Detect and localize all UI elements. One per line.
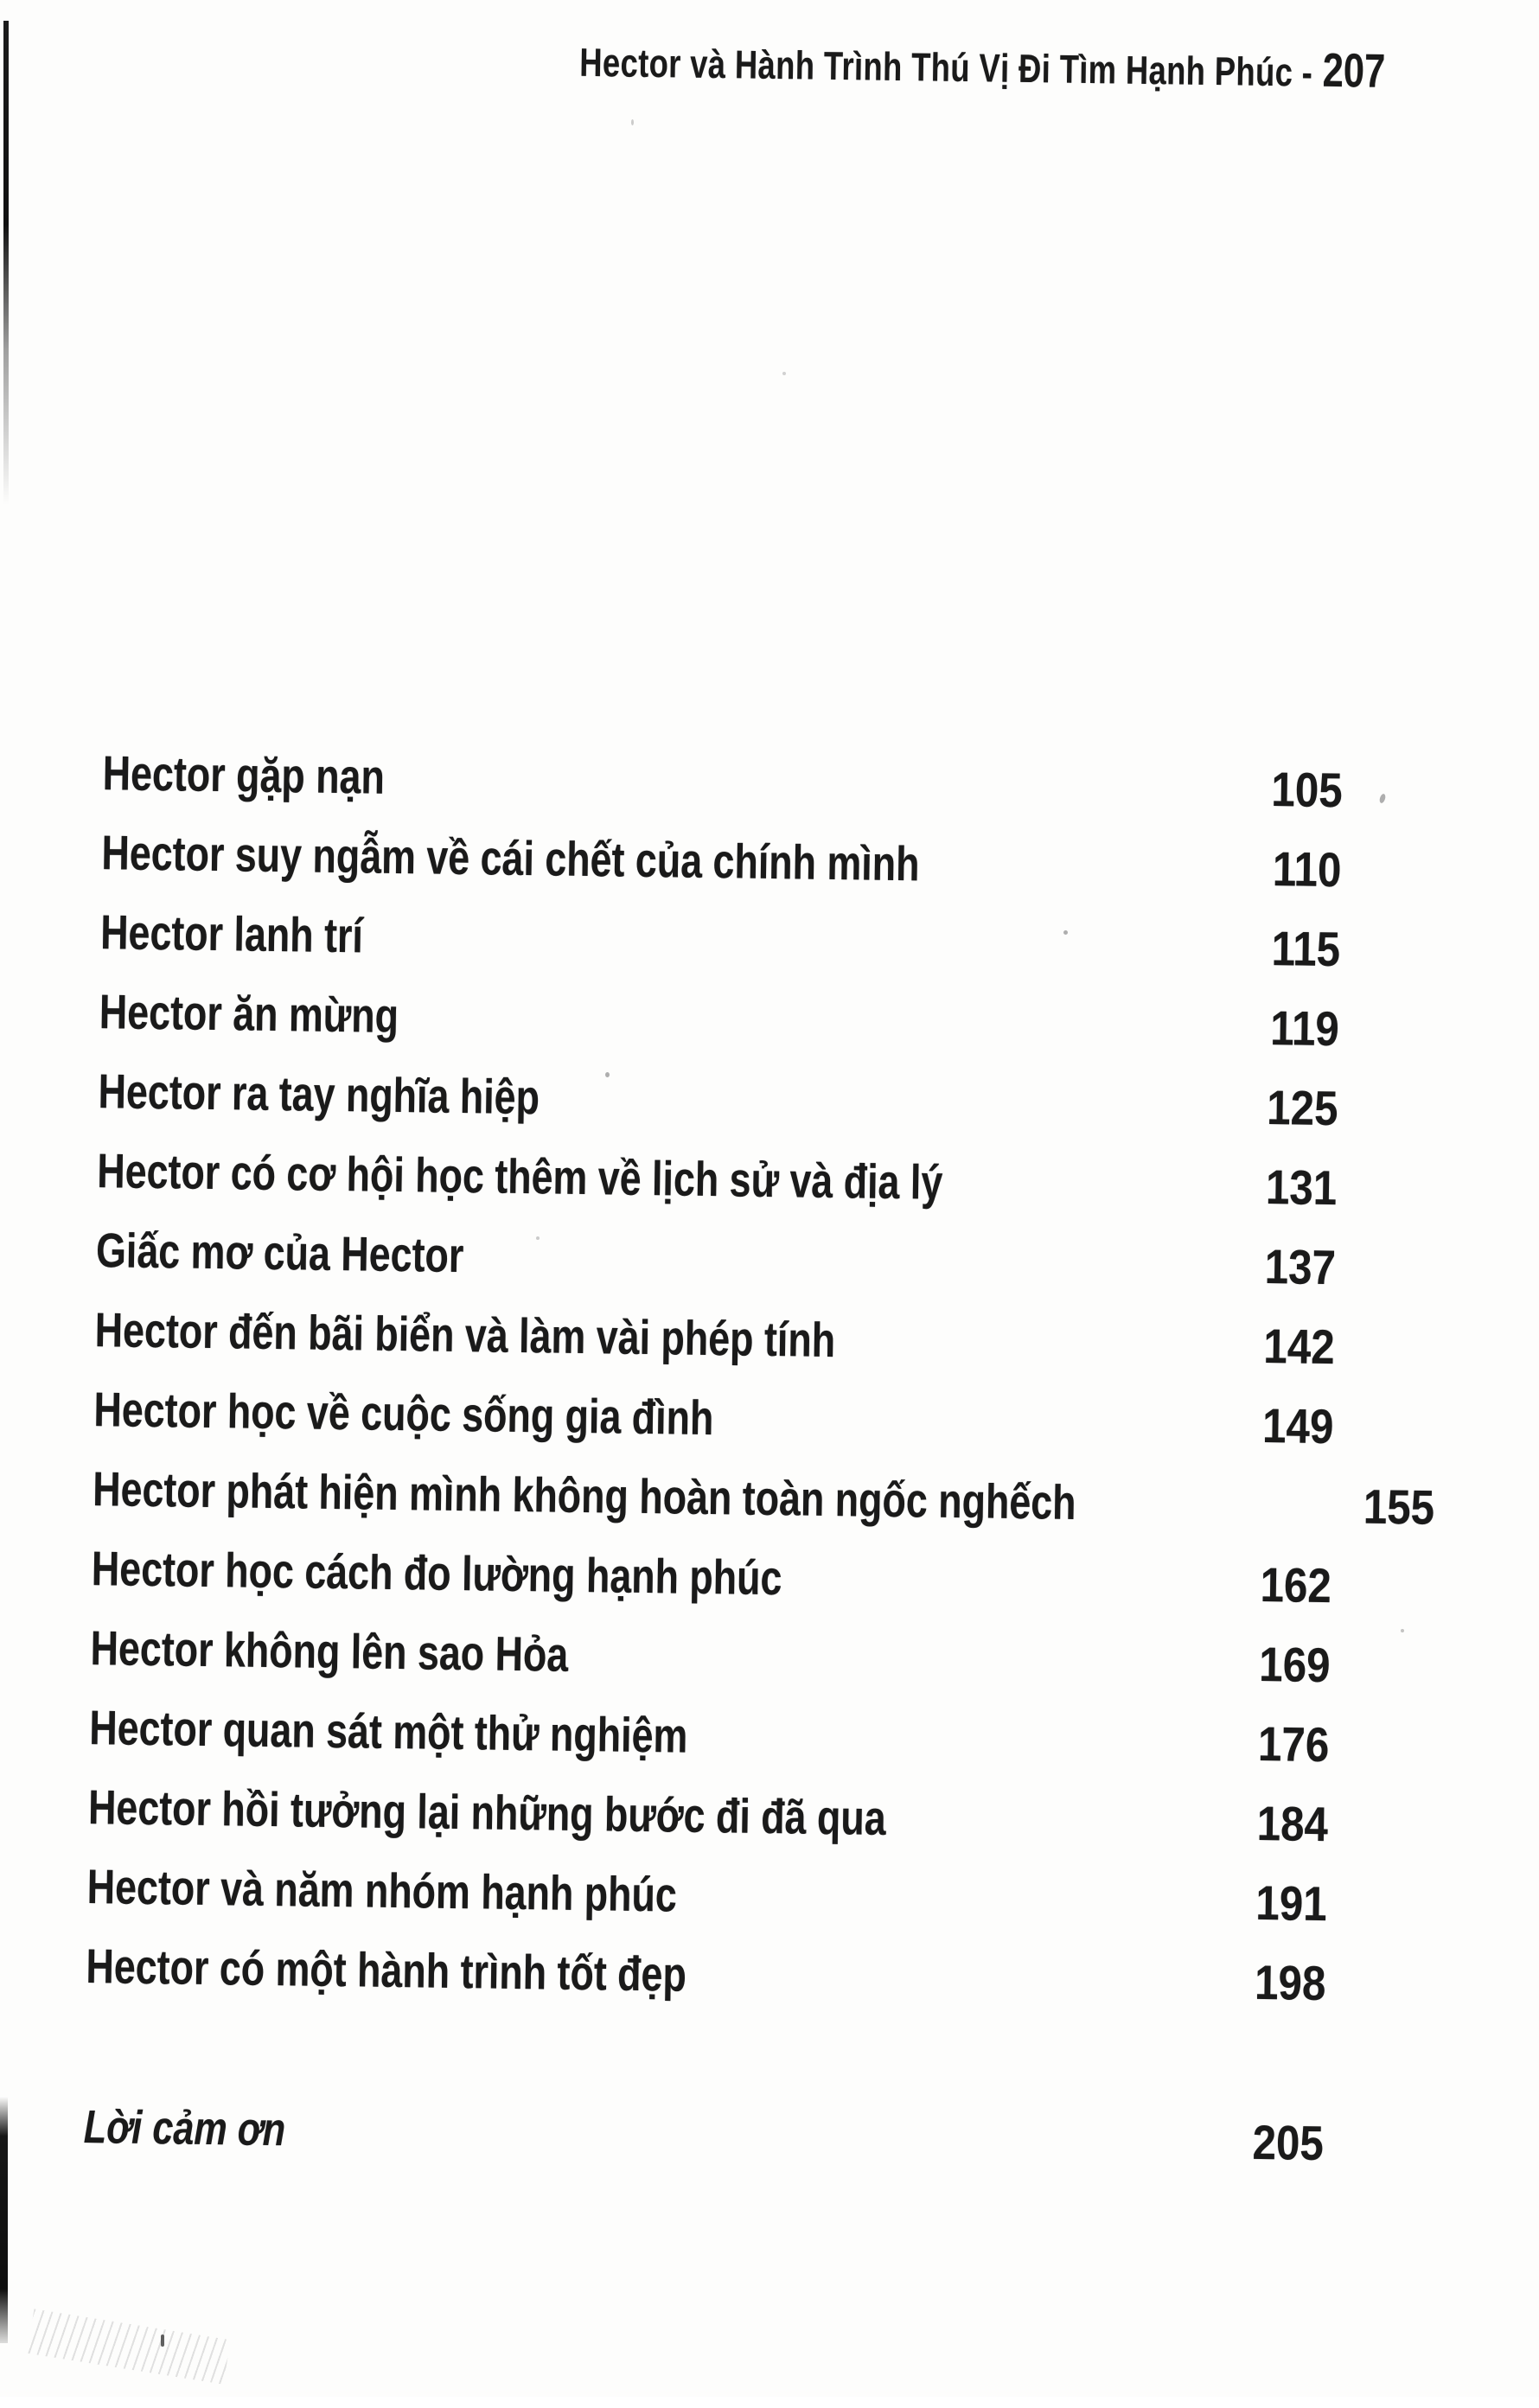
toc-entry-page-number: 137 bbox=[1236, 1227, 1337, 1308]
toc-entry-page-number: 176 bbox=[1229, 1704, 1330, 1785]
acknowledgements-title: Lời cảm ơn bbox=[83, 2087, 286, 2169]
toc-entry bbox=[86, 1926, 1326, 2023]
toc-entry-page-number: 162 bbox=[1232, 1545, 1332, 1626]
toc-entry-title: Hector ăn mừng bbox=[99, 972, 399, 1056]
toc-entry-page-number: 125 bbox=[1238, 1068, 1338, 1149]
table-of-contents bbox=[86, 733, 1343, 2023]
toc-entry-title: Hector suy ngẫm về cái chết của chính mình bbox=[101, 813, 920, 904]
toc-entry-page-number: 115 bbox=[1241, 909, 1341, 990]
toc-entry-title: Hector ra tay nghĩa hiệp bbox=[98, 1051, 540, 1137]
toc-entry-page-number: 131 bbox=[1237, 1147, 1338, 1229]
scan-edge-line-top bbox=[3, 21, 9, 505]
acknowledgements-page-number: 205 bbox=[1224, 2102, 1325, 2183]
toc-entry-title: Hector quan sát một thử nghiệm bbox=[89, 1688, 688, 1776]
toc-entry-title: Hector phát hiện mình không hoàn toàn ngốc nghếch bbox=[93, 1449, 1077, 1543]
toc-entry-page-number: 198 bbox=[1226, 1942, 1326, 2023]
toc-entry-page-number: 191 bbox=[1228, 1862, 1328, 1944]
toc-entry-page-number: 169 bbox=[1230, 1625, 1331, 1706]
toc-entry-title: Hector gặp nạn bbox=[102, 733, 385, 817]
running-header-title: Hector và Hành Trình Thú Vị Đi Tìm Hạnh Phúc - bbox=[579, 40, 1313, 95]
toc-entry-page-number: 110 bbox=[1242, 829, 1342, 910]
toc-entry-page-number: 105 bbox=[1243, 750, 1344, 831]
toc-entry-title: Hector học cách đo lường hạnh phúc bbox=[91, 1529, 782, 1618]
toc-entry-page-number: 149 bbox=[1234, 1386, 1334, 1467]
running-header-page-number: 207 bbox=[1322, 43, 1385, 98]
toc-entry-title: Hector có một hành trình tốt đẹp bbox=[86, 1926, 687, 2015]
toc-entry-title: Hector không lên sao Hỏa bbox=[90, 1608, 569, 1695]
acknowledgements-entry bbox=[83, 2086, 1324, 2183]
toc-entry-page-number: 142 bbox=[1236, 1306, 1336, 1388]
toc-entry-page-number: 155 bbox=[1335, 1466, 1435, 1548]
running-header bbox=[579, 32, 1539, 101]
toc-entry-title: Hector đến bãi biển và làm vài phép tính bbox=[94, 1290, 836, 1380]
toc-entry-title: Hector có cơ hội học thêm về lịch sử và địa lý bbox=[97, 1131, 943, 1223]
toc-entry-title: Hector lanh trí bbox=[100, 892, 364, 975]
toc-entry-page-number: 119 bbox=[1240, 988, 1340, 1070]
toc-entry-page-number: 184 bbox=[1229, 1783, 1329, 1864]
toc-entry-title: Hector học về cuộc sống gia đình bbox=[93, 1370, 714, 1458]
toc-entry-title: Hector hồi tưởng lại những bước đi đã qua bbox=[87, 1767, 886, 1858]
toc-entry-title: Giấc mơ của Hector bbox=[95, 1210, 463, 1295]
toc-entry-title: Hector và năm nhóm hạnh phúc bbox=[86, 1847, 677, 1935]
